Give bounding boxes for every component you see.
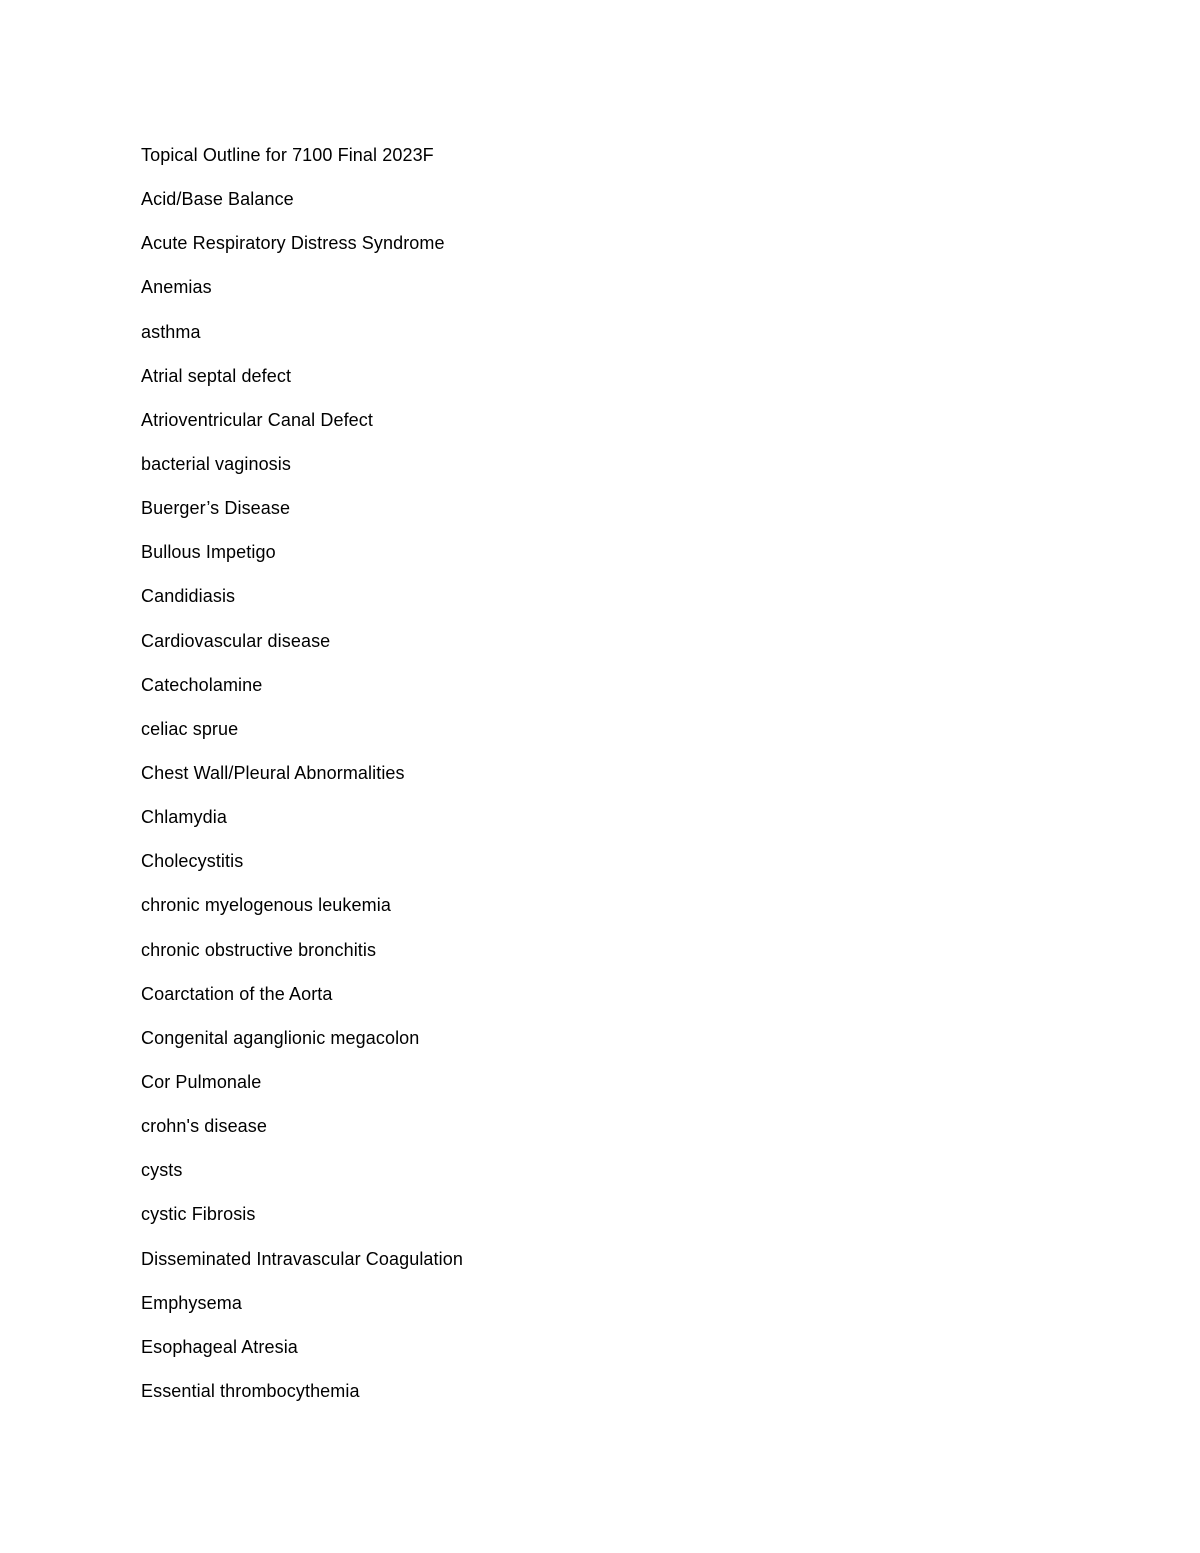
topic-item: Cor Pulmonale bbox=[141, 1071, 262, 1092]
topic-item: Acid/Base Balance bbox=[141, 189, 294, 210]
topic-item: Candidiasis bbox=[141, 586, 236, 607]
topic-item: bacterial vaginosis bbox=[141, 453, 291, 474]
topic-item: Chlamydia bbox=[141, 807, 227, 828]
topic-item: Cardiovascular disease bbox=[141, 630, 331, 651]
document-body bbox=[141, 143, 1041, 1423]
topic-item: Bullous Impetigo bbox=[141, 542, 276, 563]
topic-item: Essential thrombocythemia bbox=[141, 1380, 360, 1401]
topic-item: Disseminated Intravascular Coagulation bbox=[141, 1248, 463, 1269]
topic-item: crohn's disease bbox=[141, 1116, 268, 1137]
topic-item: Buerger’s Disease bbox=[141, 498, 291, 519]
topic-item: Catecholamine bbox=[141, 674, 263, 695]
topic-item: Esophageal Atresia bbox=[141, 1336, 298, 1357]
topic-item: celiac sprue bbox=[141, 718, 239, 739]
topic-item: chronic obstructive bronchitis bbox=[141, 939, 377, 960]
topic-item: Chest Wall/Pleural Abnormalities bbox=[141, 762, 405, 783]
topic-item: chronic myelogenous leukemia bbox=[141, 895, 391, 916]
topic-item: Atrioventricular Canal Defect bbox=[141, 409, 373, 430]
topic-item: Cholecystitis bbox=[141, 851, 244, 872]
topic-item: Coarctation of the Aorta bbox=[141, 983, 333, 1004]
topic-item: Acute Respiratory Distress Syndrome bbox=[141, 233, 445, 254]
topic-item: Anemias bbox=[141, 277, 212, 298]
document-title: Topical Outline for 7100 Final 2023F bbox=[141, 145, 434, 165]
topic-item: cysts bbox=[141, 1160, 183, 1181]
topic-item: asthma bbox=[141, 321, 201, 342]
topic-item: cystic Fibrosis bbox=[141, 1204, 256, 1225]
topic-item: Congenital aganglionic megacolon bbox=[141, 1027, 420, 1048]
topic-item: Atrial septal defect bbox=[141, 365, 292, 386]
topic-item: Emphysema bbox=[141, 1292, 242, 1313]
